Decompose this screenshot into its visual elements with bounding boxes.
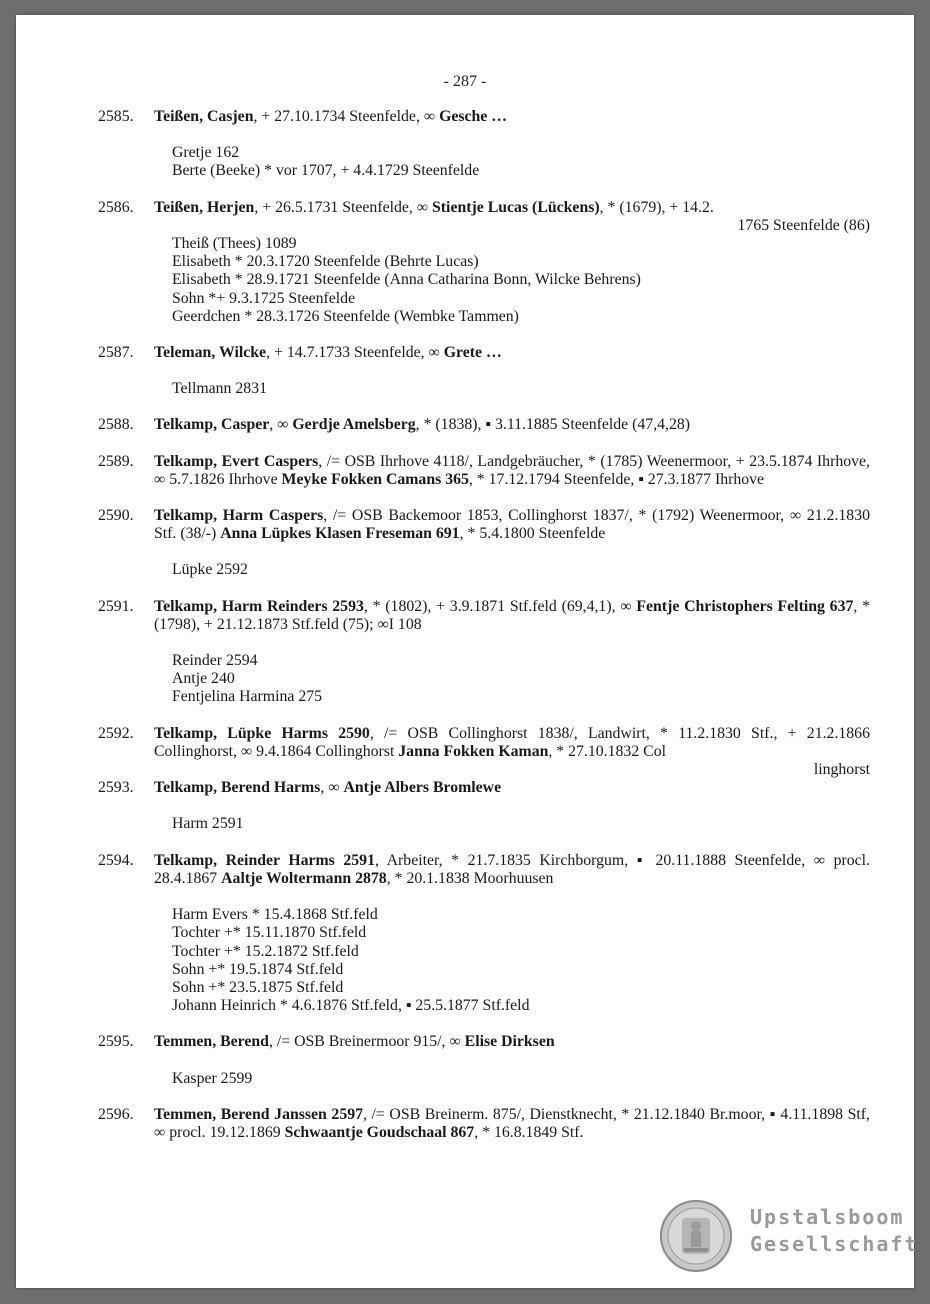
entry [98, 108, 870, 181]
child-item: Sohn +* 19.5.1874 Stf.feld [172, 960, 344, 978]
person-name: Elise Dirksen [464, 1033, 555, 1051]
entry-number: 2595. [98, 1033, 134, 1051]
person-name: Telkamp, Casper [154, 416, 270, 434]
entry-detail: , ∞ [269, 416, 293, 434]
entry-detail: , + 14.7.1733 Steenfelde, ∞ [266, 344, 444, 362]
entry-number: 2585. [98, 108, 134, 125]
entry [98, 507, 870, 580]
entry-continuation: 1765 Steenfelde (86) [737, 216, 870, 234]
person-name: Telkamp, Harm Caspers [154, 507, 324, 525]
child-item: Kasper 2599 [172, 1069, 253, 1087]
person-name: Anna Lüpkes Klasen Freseman 691 [220, 525, 460, 543]
person-name: Antje Albers Bromlewe [343, 779, 502, 797]
children-list [172, 561, 870, 579]
entry-detail: , * (1838), ▪ 3.11.1885 Steenfelde (47,4,28) [415, 416, 691, 434]
entry [98, 779, 870, 833]
page-number: - 287 - [443, 73, 487, 90]
entry-text [154, 852, 870, 888]
entry-detail: , * 16.8.1849 Stf. [474, 1123, 584, 1141]
person-name: Teißen, Casjen [154, 108, 254, 125]
child-item: Berte (Beeke) * vor 1707, + 4.4.1729 Steenfelde [172, 162, 480, 180]
entry [98, 199, 870, 326]
entry-detail: , /= OSB Breinermoor 915/, ∞ [268, 1033, 465, 1051]
entry-detail: , ∞ [320, 779, 344, 797]
child-item: Tellmann 2831 [172, 380, 267, 398]
children-list [172, 1070, 870, 1088]
person-name: Temmen, Berend [154, 1033, 269, 1051]
entry-text [154, 1106, 870, 1142]
entry-number: 2588. [98, 416, 134, 434]
entry-text [154, 416, 870, 434]
document-page [16, 15, 919, 1288]
entry-text [154, 453, 870, 489]
person-name: Gesche … [439, 108, 508, 125]
entry [98, 1033, 870, 1087]
entry-number: 2587. [98, 344, 134, 362]
child-item: Johann Heinrich * 4.6.1876 Stf.feld, ▪ 25.5.1877 Stf.feld [172, 997, 530, 1015]
entry-detail: , * 20.1.1838 Moorhuusen [386, 869, 554, 887]
child-item: Lüpke 2592 [172, 561, 248, 579]
entry-number: 2592. [98, 724, 134, 742]
person-name: Fentje Christophers Felting 637 [636, 597, 854, 615]
entry-text [154, 1033, 870, 1051]
child-item: Fentjelina Harmina 275 [172, 688, 323, 706]
person-name: Stientje Lucas (Lückens) [432, 198, 600, 216]
children-list [172, 235, 870, 326]
logo-line-2: Gesellschaft [750, 1232, 919, 1256]
child-item: Tochter +* 15.11.1870 Stf.feld [172, 924, 367, 942]
entry [98, 453, 870, 489]
genealogy-entries [98, 108, 870, 1160]
children-list [172, 380, 870, 398]
entry-number: 2593. [98, 779, 134, 797]
person-name: Teißen, Herjen [154, 198, 255, 216]
entry-detail: , * 27.10.1832 Col [548, 742, 666, 760]
child-item: Elisabeth * 28.9.1721 Steenfelde (Anna Catharina Bonn, Wilcke Behrens) [172, 271, 641, 289]
publisher-logo [660, 1200, 919, 1276]
entry-text [154, 598, 870, 634]
entry-detail: , * (1679), + 14.2. [599, 198, 714, 216]
entry-detail: , /= OSB Breinerm. 875/, Dienstknecht, * 21.12.1840 Br.moor, ▪ 4.11.1898 Stf, ∞ procl. 19.12.1869 [154, 1105, 870, 1141]
entry-text [154, 507, 870, 543]
entry [98, 1106, 870, 1142]
entry-text [154, 108, 870, 126]
entry-detail: , /= OSB Backemoor 1853, Collinghorst 1837/, * (1792) Weenermoor, ∞ 21.2.1830 Stf. (38/-) [154, 507, 870, 543]
entry [98, 416, 870, 434]
person-name: Meyke Fokken Camans 365 [281, 470, 469, 488]
entry-detail: , /= OSB Collinghorst 1838/, Landwirt, * 11.2.1830 Stf., + 21.2.1866 Collinghorst, ∞ 9.4.1864 Collinghorst [154, 724, 870, 760]
entry-detail: , /= OSB Ihrhove 4118/, Landgebräucher, * (1785) Weenermoor, + 23.5.1874 Ihrhove, ∞ 5.7.1826 Ihrhove [154, 452, 870, 488]
child-item: Gretje 162 [172, 144, 240, 162]
entry-detail: , * (1798), + 21.12.1873 Stf.feld (75); ∞I 108 [154, 597, 871, 633]
person-name: Grete … [443, 344, 502, 362]
children-list [172, 144, 870, 180]
entry-detail: , * 17.12.1794 Steenfelde, ▪ 27.3.1877 Ihrhove [468, 470, 765, 488]
child-item: Sohn *+ 9.3.1725 Steenfelde [172, 289, 356, 307]
child-item: Tochter +* 15.2.1872 Stf.feld [172, 942, 359, 960]
person-name: Telkamp, Harm Reinders 2593 [154, 597, 364, 615]
entry [98, 725, 870, 780]
children-list [172, 652, 870, 707]
entry-number: 2594. [98, 851, 134, 869]
entry [98, 344, 870, 398]
entry-text [154, 344, 870, 362]
person-name: Temmen, Berend Janssen 2597 [154, 1105, 364, 1123]
person-name: Telkamp, Lüpke Harms 2590 [154, 724, 370, 742]
person-name: Teleman, Wilcke [154, 344, 267, 362]
child-item: Theiß (Thees) 1089 [172, 235, 297, 253]
person-name: Telkamp, Reinder Harms 2591 [154, 851, 375, 869]
child-item: Reinder 2594 [172, 652, 258, 670]
entry-detail: , * 5.4.1800 Steenfelde [459, 525, 606, 543]
child-item: Harm 2591 [172, 815, 244, 833]
child-item: Harm Evers * 15.4.1868 Stf.feld [172, 906, 378, 924]
person-name: Janna Fokken Kaman [398, 742, 549, 760]
entry-continuation: linghorst [813, 761, 870, 779]
seal-icon [660, 1200, 732, 1272]
person-name: Telkamp, Evert Caspers [154, 452, 319, 470]
entry-text [154, 725, 870, 761]
child-item: Geerdchen * 28.3.1726 Steenfelde (Wembke Tammen) [172, 307, 519, 325]
entry-number: 2596. [98, 1105, 134, 1123]
entry-text [154, 199, 870, 217]
person-name: Telkamp, Berend Harms [154, 779, 321, 797]
entry-number: 2589. [98, 452, 134, 470]
entry-number: 2591. [98, 597, 134, 615]
child-item: Sohn +* 23.5.1875 Stf.feld [172, 978, 344, 996]
entry [98, 852, 870, 1016]
person-name: Gerdje Amelsberg [292, 416, 416, 434]
person-name: Aaltje Woltermann 2878 [221, 869, 387, 887]
entry [98, 598, 870, 707]
entry-detail: , + 27.10.1734 Steenfelde, ∞ [253, 108, 440, 125]
child-item: Antje 240 [172, 670, 235, 688]
entry-detail: , + 26.5.1731 Steenfelde, ∞ [254, 198, 433, 216]
logo-line-1: Upstalsboom [750, 1205, 905, 1229]
person-name: Schwaantje Goudschaal 867 [284, 1123, 475, 1141]
children-list [172, 906, 870, 1015]
entry-number: 2586. [98, 198, 134, 216]
children-list [172, 815, 870, 833]
child-item: Elisabeth * 20.3.1720 Steenfelde (Behrte Lucas) [172, 253, 479, 271]
entry-detail: , Arbeiter, * 21.7.1835 Kirchborgum, ▪ 20.11.1888 Steenfelde, ∞ procl. 28.4.1867 [154, 851, 870, 887]
entry-detail: , * (1802), + 3.9.1871 Stf.feld (69,4,1), ∞ [363, 597, 637, 615]
entry-number: 2590. [98, 507, 134, 525]
entry-text [154, 779, 870, 797]
